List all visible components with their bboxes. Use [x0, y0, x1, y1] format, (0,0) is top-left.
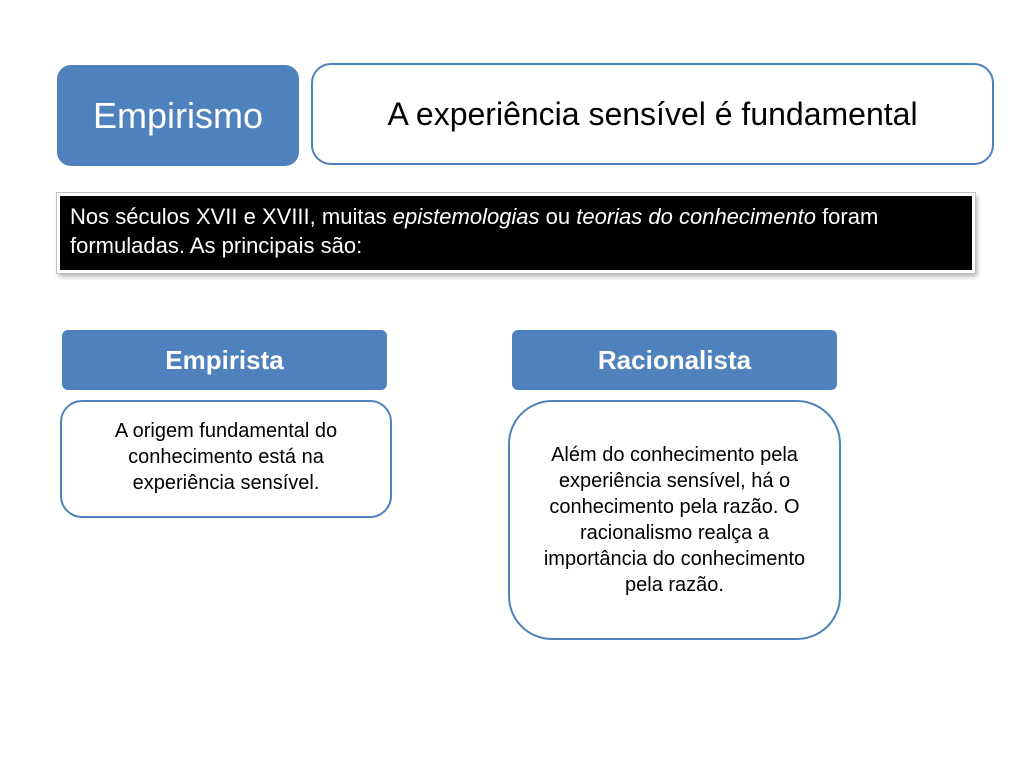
- intro-text-part1: Nos séculos XVII e XVIII, muitas: [70, 204, 393, 229]
- intro-italic-epistemologias: epistemologias: [392, 204, 540, 229]
- empirista-description: A origem fundamental do conhecimento está na experiência sensível.: [114, 420, 338, 494]
- intro-italic-teorias: teorias do conhecimento: [576, 204, 816, 229]
- empirista-header-label: Empirista: [165, 344, 284, 375]
- statement-text: A experiência sensível é fundamental: [387, 95, 918, 132]
- empirista-header: [62, 330, 387, 390]
- intro-text-part2: ou: [539, 204, 577, 229]
- intro-text-part3: foram formuladas. As principais são:: [70, 204, 879, 258]
- intro-banner: [57, 193, 975, 273]
- empirista-description-box: [60, 400, 392, 518]
- racionalista-header-label: Racionalista: [597, 344, 752, 375]
- empirismo-title: Empirismo: [92, 94, 263, 136]
- racionalista-description: Além do conhecimento pela experiência sensível, há o conhecimento pela razão. O racionalismo realça a importância do conhecimento pela razão.: [543, 444, 806, 596]
- racionalista-description-box: [508, 400, 841, 640]
- racionalista-header: [512, 330, 837, 390]
- statement-box: [311, 63, 994, 165]
- empirismo-title-box: [57, 65, 299, 166]
